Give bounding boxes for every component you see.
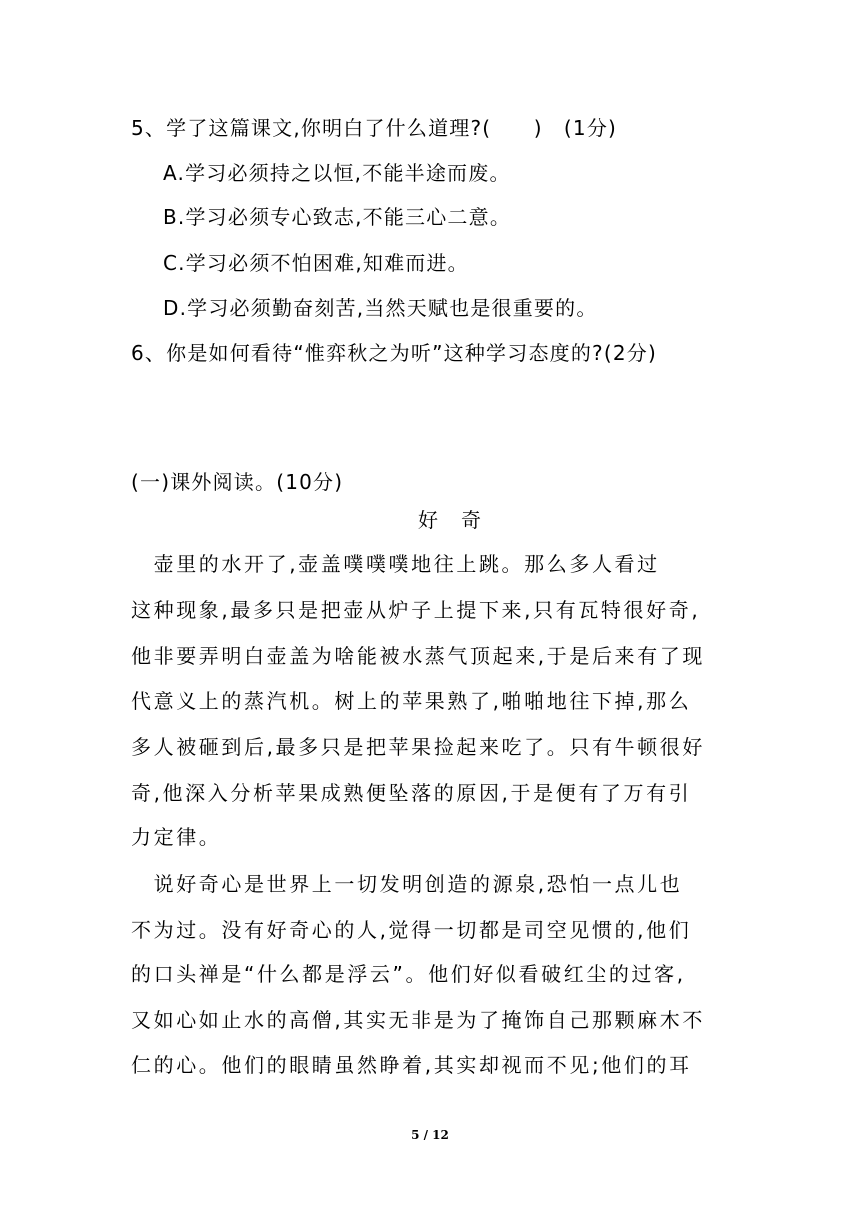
question-5-option-b: B.学习必须专心致志,不能三心二意。: [163, 205, 512, 229]
question-5: 5、学了这篇课文,你明白了什么道理?( ) (1分): [131, 116, 618, 140]
passage-line: 的口头禅是“什么都是浮云”。他们好似看破红尘的过客,: [131, 962, 686, 986]
passage-line: 壶里的水开了,壶盖噗噗噗地往上跳。那么多人看过: [131, 552, 660, 576]
question-5-option-a: A.学习必须持之以恒,不能半途而废。: [163, 161, 511, 185]
question-6: 6、你是如何看待“惟弈秋之为听”这种学习态度的?(2分): [131, 341, 657, 365]
passage-line: 仁的心。他们的眼睛虽然睁着,其实却视而不见;他们的耳: [131, 1053, 692, 1077]
passage-title-char-2: 奇: [461, 508, 482, 532]
passage-line: 说好奇心是世界上一切发明创造的源泉,恐怕一点儿也: [131, 872, 683, 896]
passage-line: 他非要弄明白壶盖为啥能被水蒸气顶起来,于是后来有了现: [131, 644, 705, 668]
page-number: 5 / 12: [411, 1128, 449, 1142]
passage-title: [418, 506, 482, 534]
question-5-option-d: D.学习必须勤奋刻苦,当然天赋也是很重要的。: [163, 296, 598, 320]
passage-line: 力定律。: [131, 825, 222, 849]
passage-line: 不为过。没有好奇心的人,觉得一切都是司空见惯的,他们: [131, 918, 692, 942]
passage-line: 代意义上的蒸汽机。树上的苹果熟了,啪啪地往下掉,那么: [131, 689, 692, 713]
passage-line: 奇,他深入分析苹果成熟便坠落的原因,于是便有了万有引: [131, 781, 692, 805]
section-heading: (一)课外阅读。(10分): [131, 470, 344, 494]
passage-line: 又如心如止水的高僧,其实无非是为了掩饰自己那颗麻木不: [131, 1008, 705, 1032]
passage-line: 多人被砸到后,最多只是把苹果捡起来吃了。只有牛顿很好: [131, 735, 705, 759]
passage-line: 这种现象,最多只是把壶从炉子上提下来,只有瓦特很好奇,: [131, 598, 701, 622]
question-5-option-c: C.学习必须不怕困难,知难而进。: [163, 251, 469, 275]
passage-title-char-1: 好: [418, 508, 439, 532]
